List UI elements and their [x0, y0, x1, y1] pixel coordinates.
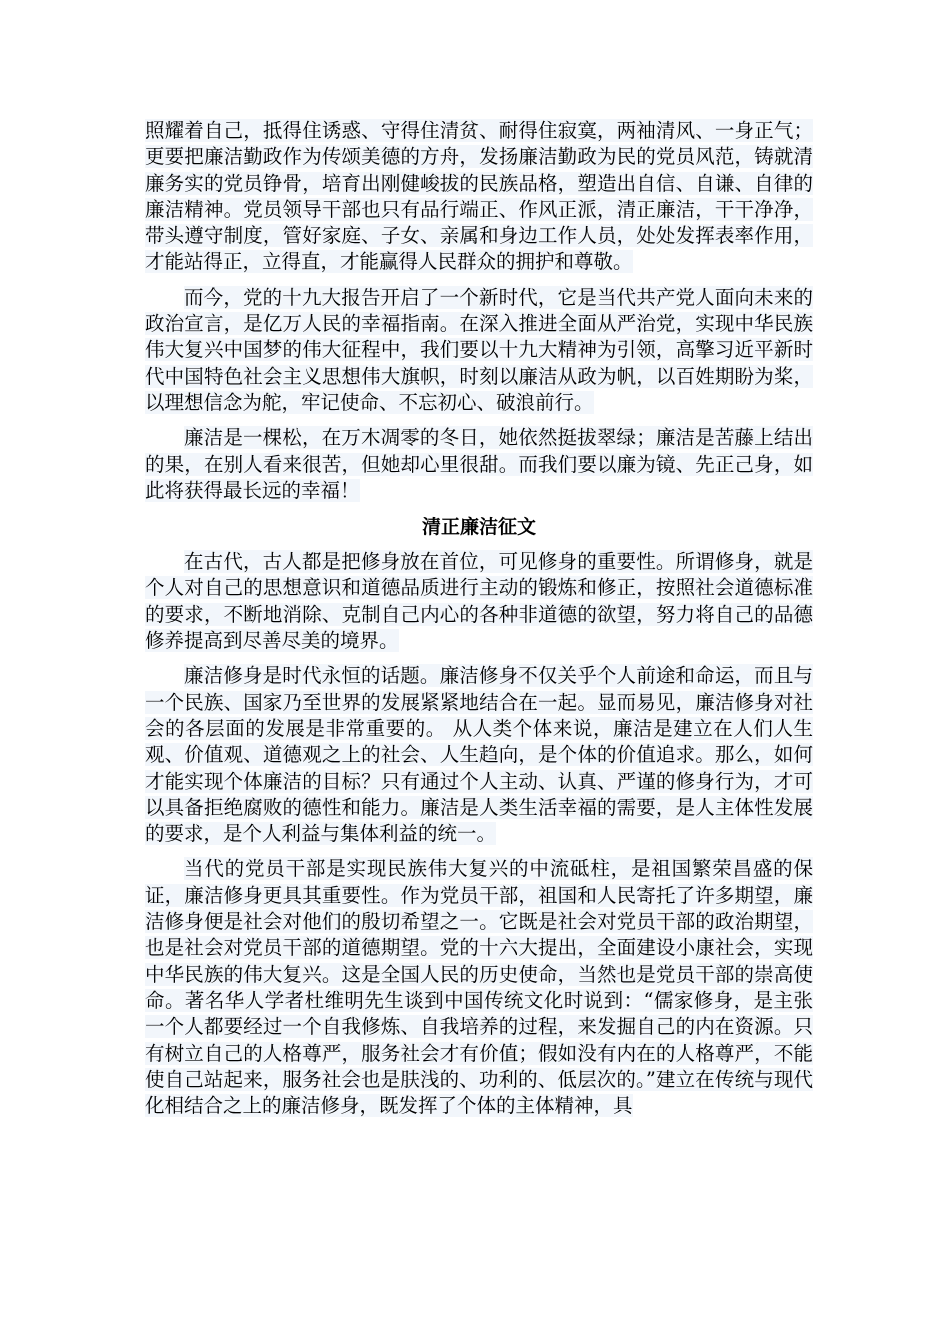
section-heading: 清正廉洁征文 — [421, 516, 536, 539]
paragraph-text: 而今，党的十九大报告开启了一个新时代，它是当代共产党人面向未来的政治宣言，是亿万人民的幸福指南。在深入推进全面从严治党，实现中华民族伟大复兴中国梦的伟大征程中，我们要以十九大精神为引领，高擎习近平新时代中国特色社会主义思想伟大旗帜，时刻以廉洁从政为帆，以百姓期盼为桨，以理想信念为舵，牢记使命、不忘初心、破浪前行。 — [145, 285, 813, 414]
paragraph-text: 廉洁修身是时代永恒的话题。廉洁修身不仅关乎个人前途和命运，而且与一个民族、国家乃至世界的发展紧紧地结合在一起。显而易见，廉洁修身对社会的各层面的发展是非常重要的。 从人类个体来说，廉洁是建立在人们人生观、价值观、道德观之上的社会、人生趋向，是个体的价值追求。那么，如何才能实现个体廉洁的目标？只有通过个人主动、认真、严谨的修身行为，才可以具备拒绝腐败的德性和能力。廉洁是人类生活幸福的需要，是人主体性发展的要求，是个人利益与集体利益的统一。 — [145, 664, 813, 846]
paragraph-text: 当代的党员干部是实现民族伟大复兴的中流砥柱，是祖国繁荣昌盛的保证，廉洁修身更具其重要性。作为党员干部，祖国和人民寄托了许多期望，廉洁修身便是社会对他们的殷切希望之一。它既是社会对党员干部的政治期望，也是社会对党员干部的道德期望。党的十六大提出，全面建设小康社会，实现中华民族的伟大复兴。这是全国人民的历史使命，当然也是党员干部的崇高使命。著名华人学者杜维明先生谈到中国传统文化时说到：“儒家修身，是主张一个人都要经过一个自我修炼、自我培养的过程，来发掘自己的内在资源。只有树立自己的人格尊严，服务社会才有价值；假如没有内在的人格尊严，不能使自己站起来，服务社会也是肤浅的、功利的、低层次的。”建立在传统与现代化相结合之上的廉洁修身，既发挥了个体的主体精神，具 — [145, 857, 813, 1118]
paragraph-2 — [145, 285, 813, 416]
paragraph-3 — [145, 425, 813, 504]
paragraph-text: 廉洁是一棵松，在万木凋零的冬日，她依然挺拔翠绿；廉洁是苦藤上结出的果，在别人看来很苦，但她却心里很甜。而我们要以廉为镜、先正己身，如此将获得最长远的幸福！ — [145, 426, 813, 502]
document-page — [145, 118, 813, 1128]
paragraph-4 — [145, 549, 813, 654]
paragraph-text: 照耀着自己，抵得住诱惑、守得住清贫、耐得住寂寞，两袖清风、一身正气；更要把廉洁勤政作为传颂美德的方舟，发扬廉洁勤政为民的党员风范，铸就清廉务实的党员铮骨，培育出刚健峻拔的民族品格，塑造出自信、自谦、自律的廉洁精神。党员领导干部也只有品行端正、作风正派，清正廉洁，干干净净，带头遵守制度，管好家庭、子女、亲属和身边工作人员，处处发挥表率作用，才能站得正，立得直，才能赢得人民群众的拥护和尊敬。 — [145, 119, 813, 274]
paragraph-5 — [145, 663, 813, 847]
paragraph-text: 在古代，古人都是把修身放在首位，可见修身的重要性。所谓修身，就是个人对自己的思想意识和道德品质进行主动的锻炼和修正，按照社会道德标准的要求，不断地消除、克制自己内心的各种非道德的欲望，努力将自己的品德修养提高到尽善尽美的境界。 — [145, 550, 813, 653]
paragraph-6 — [145, 856, 813, 1119]
paragraph-1 — [145, 118, 813, 276]
